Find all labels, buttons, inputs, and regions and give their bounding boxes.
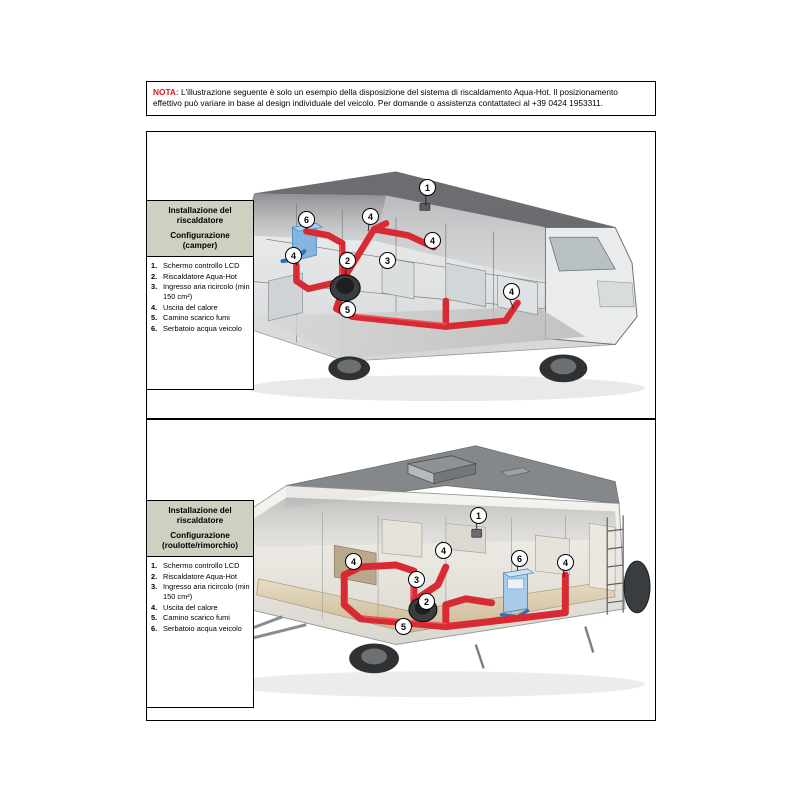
legend-item-number: 3. <box>151 282 158 292</box>
legend-item-number: 2. <box>151 571 158 581</box>
legend-item <box>151 613 250 623</box>
wheels <box>349 644 399 674</box>
legend-item-number: 6. <box>151 623 158 633</box>
legend-item <box>151 313 250 323</box>
lcd-display <box>420 204 430 211</box>
callout-5: 5 <box>339 301 356 318</box>
legend-item-number: 1. <box>151 261 158 270</box>
legend-item-label: Camino scarico fumi <box>163 313 230 323</box>
callout-4-a: 4 <box>362 208 379 225</box>
callout-4-a: 4 <box>345 553 362 570</box>
legend-item-number: 1. <box>151 561 158 570</box>
callout-2: 2 <box>418 593 435 610</box>
legend-caravan-items <box>147 557 253 638</box>
ground-shadow <box>227 671 645 697</box>
legend-item-label: Riscaldatore Aqua-Hot <box>163 271 237 281</box>
legend-camper-title-line2: riscaldatore <box>176 216 224 226</box>
legend-camper <box>146 200 254 390</box>
legend-item <box>151 282 250 301</box>
legend-camper-items <box>147 257 253 338</box>
callout-4-d: 4 <box>503 283 520 300</box>
legend-item-label: Serbatoio acqua veicolo <box>163 623 242 633</box>
callout-1: 1 <box>419 179 436 196</box>
legend-caravan-subtitle-line1: Configurazione <box>170 530 230 540</box>
callout-1: 1 <box>470 507 487 524</box>
callout-4-b: 4 <box>435 542 452 559</box>
legend-caravan-subtitle-line2: (roulotte/rimorchio) <box>162 540 238 550</box>
legend-item-number: 5. <box>151 613 158 623</box>
cab-front-panel <box>597 281 634 307</box>
callout-4-c: 4 <box>285 247 302 264</box>
legend-item-number: 6. <box>151 323 158 333</box>
legend-item <box>151 624 250 634</box>
callout-4-c: 4 <box>557 554 574 571</box>
aqua-hot-heater <box>330 275 360 301</box>
legend-camper-subtitle-line2: (camper) <box>182 240 218 250</box>
legend-camper-subtitle-line1: Configurazione <box>170 230 230 240</box>
legend-camper-title-line1: Installazione del <box>168 206 232 215</box>
legend-item <box>151 561 250 571</box>
legend-item-label: Serbatoio acqua veicolo <box>163 323 242 333</box>
legend-item-label: Ingresso aria ricircolo (min 150 cm²) <box>163 582 250 601</box>
legend-item <box>151 572 250 582</box>
legend-item <box>151 603 250 613</box>
legend-item-label: Schermo controllo LCD <box>163 261 240 270</box>
legend-caravan <box>146 500 254 708</box>
callout-4-b: 4 <box>424 232 441 249</box>
spare-wheel <box>624 561 650 613</box>
callout-3: 3 <box>379 252 396 269</box>
legend-item <box>151 261 250 271</box>
ground-shadow <box>247 375 645 401</box>
legend-item-label: Uscita del calore <box>163 302 218 312</box>
legend-caravan-title-line2: riscaldatore <box>176 516 224 526</box>
note-box <box>146 81 656 116</box>
legend-item-label: Ingresso aria ricircolo (min 150 cm²) <box>163 282 250 301</box>
note-text: L'illustrazione seguente è solo un esempio della disposizione del sistema di riscaldamento Aqua-Hot. Il posizionamento effettivo può variare in base al design individuale del veicolo. Per domande o assistenza contattateci al +39 0424 1953311. <box>153 87 618 108</box>
legend-caravan-header <box>147 501 253 557</box>
callout-6: 6 <box>511 550 528 567</box>
legend-item <box>151 324 250 334</box>
legend-item <box>151 272 250 282</box>
legend-caravan-title-line1: Installazione del <box>168 506 232 515</box>
lcd-display <box>472 529 482 537</box>
legend-item-number: 3. <box>151 582 158 592</box>
legend-item <box>151 303 250 313</box>
legend-item-number: 4. <box>151 302 158 312</box>
support-legs <box>476 627 594 669</box>
legend-item-label: Schermo controllo LCD <box>163 561 240 570</box>
legend-item-number: 5. <box>151 313 158 323</box>
legend-item <box>151 582 250 601</box>
legend-item-number: 2. <box>151 271 158 281</box>
callout-3: 3 <box>408 571 425 588</box>
legend-item-label: Camino scarico fumi <box>163 613 230 623</box>
legend-camper-header <box>147 201 253 257</box>
legend-item-label: Uscita del calore <box>163 602 218 612</box>
callout-5: 5 <box>395 618 412 635</box>
callout-6: 6 <box>298 211 315 228</box>
callout-2: 2 <box>339 252 356 269</box>
legend-item-number: 4. <box>151 602 158 612</box>
note-label: NOTA: <box>153 87 179 97</box>
legend-item-label: Riscaldatore Aqua-Hot <box>163 571 237 581</box>
